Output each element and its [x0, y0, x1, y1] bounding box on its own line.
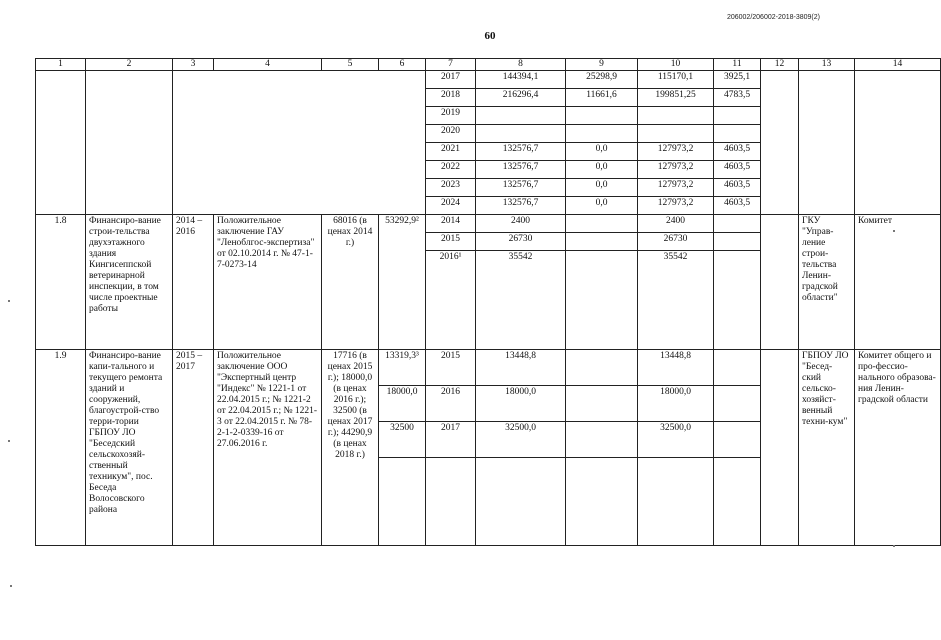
cell: 0,0: [566, 161, 638, 179]
program-table: [35, 58, 941, 546]
cell: [714, 386, 761, 422]
item-name: Финансиро-вание капи-тального и текущего ремонта зданий и сооружений, благоустрой-ство терри-тории ГБПОУ ЛО "Беседский сельскохозяй-ственный техникум", пос. Беседа Волосовского района: [86, 350, 173, 546]
cell: 115170,1: [638, 71, 714, 89]
item-number: 1.8: [36, 215, 86, 350]
col-header: 9: [566, 59, 638, 71]
year-cell: 2016: [426, 386, 476, 422]
table-row: [36, 71, 941, 89]
cell: 132576,7: [476, 197, 566, 215]
column-number-row: [36, 59, 941, 71]
cell: 4603,5: [714, 143, 761, 161]
cell: 32500: [379, 422, 426, 458]
cell: 35542: [476, 251, 566, 350]
cell: 127973,2: [638, 161, 714, 179]
cell: [799, 71, 855, 215]
cell: [476, 458, 566, 546]
cell: [714, 107, 761, 125]
cell: 127973,2: [638, 197, 714, 215]
cell: [86, 71, 173, 215]
table-row: [36, 215, 941, 233]
cell: [855, 71, 941, 215]
year-cell: 2017: [426, 71, 476, 89]
item-number: 1.9: [36, 350, 86, 546]
item-expertise: Положительное заключение ГАУ "Леноблгос-экспертиза" от 02.10.2014 г. № 47-1-7-0273-14: [214, 215, 322, 350]
year-cell: 2019: [426, 107, 476, 125]
col-header: 2: [86, 59, 173, 71]
cell: [566, 125, 638, 143]
cell: 35542: [638, 251, 714, 350]
cell: 144394,1: [476, 71, 566, 89]
scan-speck: [893, 230, 895, 232]
item-expertise: Положительное заключение ООО "Экспертный центр "Индекс" № 1221-1 от 22.04.2015 г.; № 1221-2 от 22.04.2015 г.; № 1221-3 от 22.04.2015 г. № 78-2-1-2-0339-16 от 27.06.2016 г.: [214, 350, 322, 546]
item-executor: ГБПОУ ЛО "Бесед-ский сельско-хозяйст-венный техни-кум": [799, 350, 855, 546]
cell: 216296,4: [476, 89, 566, 107]
cell: [714, 422, 761, 458]
cell: [566, 251, 638, 350]
year-cell: 2020: [426, 125, 476, 143]
cell: [173, 71, 426, 215]
col-header: 1: [36, 59, 86, 71]
year-cell: 2023: [426, 179, 476, 197]
cell: [36, 71, 86, 215]
year-cell: 2018: [426, 89, 476, 107]
cell: [566, 350, 638, 386]
cell: [761, 215, 799, 350]
scan-speck: [8, 440, 10, 442]
cell: 3925,1: [714, 71, 761, 89]
col-header: 7: [426, 59, 476, 71]
cell: [426, 458, 476, 546]
cell: 0,0: [566, 179, 638, 197]
cell: [566, 422, 638, 458]
scan-speck: [8, 300, 10, 302]
cell: 25298,9: [566, 71, 638, 89]
cell: 26730: [476, 233, 566, 251]
cell: 132576,7: [476, 143, 566, 161]
cell: 32500,0: [476, 422, 566, 458]
col-header: 4: [214, 59, 322, 71]
cell: 13319,3³: [379, 350, 426, 386]
cell: [638, 107, 714, 125]
col-header: 5: [322, 59, 379, 71]
cell: [566, 215, 638, 233]
year-cell: 2024: [426, 197, 476, 215]
cell: 127973,2: [638, 179, 714, 197]
cell: [638, 125, 714, 143]
cell: 4603,5: [714, 179, 761, 197]
item-customer: Комитет: [855, 215, 941, 350]
cell: 127973,2: [638, 143, 714, 161]
cell: 0,0: [566, 143, 638, 161]
cell: [638, 458, 714, 546]
col-header: 8: [476, 59, 566, 71]
cell: [714, 215, 761, 233]
item-name: Финансиро-вание строи-тельства двухэтажного здания Кингисеппской ветеринарной инспекции, в том числе проектные работы: [86, 215, 173, 350]
year-cell: 2021: [426, 143, 476, 161]
cell: 132576,7: [476, 161, 566, 179]
col-header: 12: [761, 59, 799, 71]
cell: [566, 458, 638, 546]
year-cell: 2017: [426, 422, 476, 458]
cell: 4603,5: [714, 161, 761, 179]
document-id: 206002/206002-2018-3809(2): [726, 14, 820, 21]
col-header: 10: [638, 59, 714, 71]
year-cell: 2015: [426, 233, 476, 251]
col-header: 13: [799, 59, 855, 71]
cell: 2400: [476, 215, 566, 233]
col-header: 14: [855, 59, 941, 71]
cell: [566, 107, 638, 125]
cell: [714, 251, 761, 350]
scan-speck: [893, 545, 895, 547]
item-executor: ГКУ "Управ-ление строи-тельства Ленин-градской области": [799, 215, 855, 350]
cell: [761, 71, 799, 215]
col-header: 11: [714, 59, 761, 71]
cell: 32500,0: [638, 422, 714, 458]
cell: 13448,8: [476, 350, 566, 386]
cell: [476, 125, 566, 143]
cell: 26730: [638, 233, 714, 251]
cell: 4603,5: [714, 197, 761, 215]
cell: 132576,7: [476, 179, 566, 197]
item-period: 2015 – 2017: [173, 350, 214, 546]
item-cost: 17716 (в ценах 2015 г.); 18000,0 (в ценах 2016 г.); 32500 (в ценах 2017 г.); 44290,9 (в ценах 2018 г.): [322, 350, 379, 546]
year-cell: 2014: [426, 215, 476, 233]
cell: [566, 233, 638, 251]
cell: [714, 350, 761, 386]
item-cost: 68016 (в ценах 2014 г.): [322, 215, 379, 350]
col-header: 3: [173, 59, 214, 71]
scan-speck: [10, 585, 12, 587]
cell: [476, 107, 566, 125]
cell: 11661,6: [566, 89, 638, 107]
cell: [714, 125, 761, 143]
cell: 18000,0: [638, 386, 714, 422]
cell: [761, 350, 799, 546]
cell: [714, 233, 761, 251]
item-customer: Комитет общего и про-фессио-нального образова-ния Ленин-градской области: [855, 350, 941, 546]
cell: [566, 386, 638, 422]
year-cell: 2015: [426, 350, 476, 386]
cell: [714, 458, 761, 546]
year-cell: 2016¹: [426, 251, 476, 350]
cell: [379, 458, 426, 546]
page-number: 60: [484, 30, 496, 42]
cell: 18000,0: [476, 386, 566, 422]
cell: 2400: [638, 215, 714, 233]
cell: 4783,5: [714, 89, 761, 107]
item-c6: 53292,9²: [379, 215, 426, 350]
year-cell: 2022: [426, 161, 476, 179]
item-period: 2014 – 2016: [173, 215, 214, 350]
table-row: [36, 350, 941, 386]
cell: 199851,25: [638, 89, 714, 107]
cell: 18000,0: [379, 386, 426, 422]
col-header: 6: [379, 59, 426, 71]
cell: 13448,8: [638, 350, 714, 386]
cell: 0,0: [566, 197, 638, 215]
